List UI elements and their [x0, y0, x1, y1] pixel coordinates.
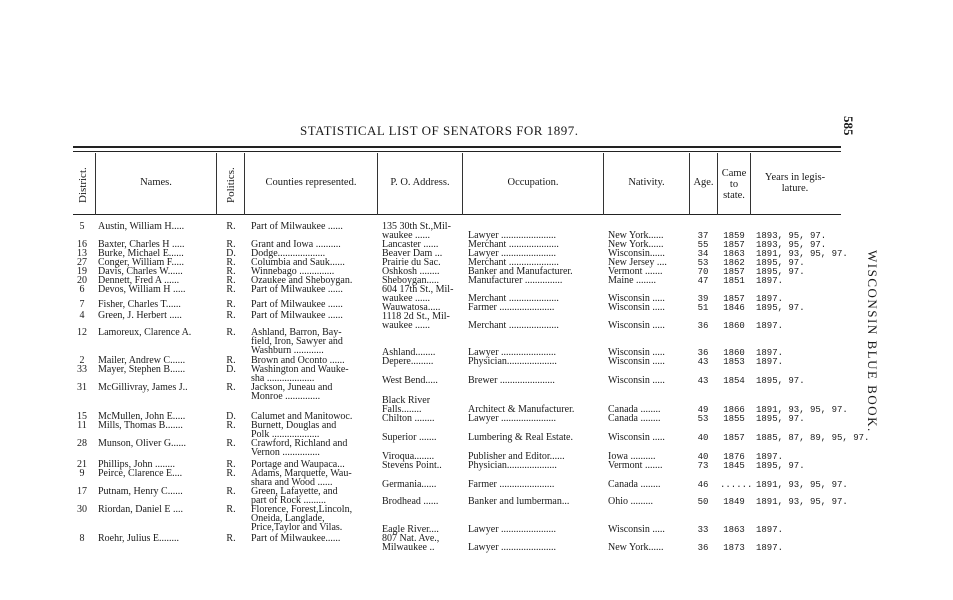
cell-came: 1851: [723, 276, 745, 286]
cell-years: 1897.: [756, 348, 784, 358]
column-divider: [750, 153, 751, 215]
header-po-address: P. O. Address.: [390, 177, 450, 188]
cell-counties: Burnett, Douglas and: [251, 420, 337, 431]
cell-came: 1853: [723, 357, 745, 367]
cell-names: Roehr, Julius E........: [98, 533, 179, 544]
cell-politics: D.: [226, 411, 236, 422]
cell-po: waukee ......: [382, 320, 431, 331]
cell-district: 7: [79, 299, 85, 310]
cell-years: 1897.: [756, 543, 784, 553]
cell-nativity: Iowa ..........: [608, 451, 656, 462]
cell-years: 1895, 97.: [756, 414, 805, 424]
cell-po: Germania......: [382, 479, 437, 490]
header-nativity: Nativity.: [628, 177, 665, 188]
cell-names: Conger, William F.....: [98, 257, 184, 268]
cell-district: 8: [79, 533, 85, 544]
cell-district: 20: [77, 275, 87, 286]
header-bottom-rule: [73, 214, 841, 215]
header-age: Age.: [693, 177, 714, 188]
cell-came: 1857: [723, 240, 745, 250]
cell-po: Oshkosh ........: [382, 266, 440, 277]
cell-po: Lancaster ......: [382, 239, 439, 250]
cell-age: 40: [697, 452, 709, 462]
cell-counties: Portage and Waupaca...: [251, 459, 345, 470]
cell-counties: Ashland, Barron, Bay-: [251, 327, 342, 338]
cell-occupation: Architect & Manufacturer.: [468, 404, 575, 415]
cell-years: 1891, 93, 95, 97.: [756, 497, 848, 507]
cell-names: Phillips, John ........: [98, 459, 175, 470]
cell-nativity: Wisconsin .....: [608, 320, 665, 331]
cell-district: 19: [77, 266, 87, 277]
cell-came: 1860: [723, 321, 745, 331]
cell-names: Riordan, Daniel E ....: [98, 504, 183, 515]
cell-district: 30: [77, 504, 87, 515]
cell-po: Chilton ........: [382, 413, 435, 424]
cell-age: 43: [697, 376, 709, 386]
cell-district: 12: [77, 327, 87, 338]
cell-district: 33: [77, 364, 87, 375]
cell-nativity: Wisconsin .....: [608, 293, 665, 304]
cell-age: 33: [697, 525, 709, 535]
cell-years: 1897.: [756, 357, 784, 367]
cell-po: Stevens Point..: [382, 460, 442, 471]
cell-nativity: Wisconsin .....: [608, 302, 665, 313]
cell-po: Prairie du Sac.: [382, 257, 441, 268]
header-district: District.: [77, 167, 89, 203]
cell-came: 1873: [723, 543, 745, 553]
cell-nativity: New York......: [608, 230, 664, 241]
cell-politics: R.: [226, 420, 236, 431]
cell-counties: sha ...................: [251, 373, 315, 384]
cell-years: 1891, 93, 95, 97.: [756, 405, 848, 415]
cell-politics: R.: [226, 266, 236, 277]
cell-names: McMullen, John E.....: [98, 411, 186, 422]
cell-nativity: Wisconsin .....: [608, 524, 665, 535]
cell-age: 46: [697, 480, 709, 490]
cell-came: 1849: [723, 497, 745, 507]
cell-politics: R.: [226, 486, 236, 497]
cell-came: 1854: [723, 376, 745, 386]
cell-came: 1855: [723, 414, 745, 424]
cell-occupation: Manufacturer ...............: [468, 275, 563, 286]
cell-po: Superior .......: [382, 432, 437, 443]
cell-po: Black River: [382, 395, 431, 406]
cell-politics: R.: [226, 310, 236, 321]
cell-occupation: Merchant ....................: [468, 257, 559, 268]
cell-occupation: Farmer ......................: [468, 479, 555, 490]
cell-age: 53: [697, 258, 709, 268]
cell-district: 16: [77, 239, 87, 250]
cell-years: 1895, 97.: [756, 258, 805, 268]
cell-nativity: Canada ........: [608, 413, 661, 424]
header-years-in-legislature: Years in legis-lature.: [764, 172, 826, 194]
cell-counties: Green, Lafayette, and: [251, 486, 338, 497]
cell-names: Burke, Michael E......: [98, 248, 184, 259]
cell-politics: D.: [226, 364, 236, 375]
cell-age: 73: [697, 461, 709, 471]
cell-came: 1857: [723, 433, 745, 443]
cell-years: 1895, 97.: [756, 461, 805, 471]
column-divider: [216, 153, 217, 215]
cell-counties: Brown and Oconto ......: [251, 355, 345, 366]
cell-po: 807 Nat. Ave.,: [382, 533, 440, 544]
cell-counties: field, Iron, Sawyer and: [251, 336, 343, 347]
cell-nativity: Vermont .......: [608, 266, 663, 277]
cell-occupation: Physician....................: [468, 460, 557, 471]
cell-age: 36: [697, 348, 709, 358]
cell-nativity: Canada ........: [608, 404, 661, 415]
cell-po: Viroqua........: [382, 451, 435, 462]
cell-district: 17: [77, 486, 87, 497]
cell-came: 1862: [723, 258, 745, 268]
cell-district: 4: [79, 310, 85, 321]
cell-counties: Part of Milwaukee ......: [251, 310, 343, 321]
cell-po: Falls........: [382, 404, 422, 415]
cell-names: Mayer, Stephen B......: [98, 364, 186, 375]
cell-district: 27: [77, 257, 87, 268]
cell-years: 1897.: [756, 276, 784, 286]
cell-counties: Price,Taylor and Vilas.: [251, 522, 343, 533]
cell-counties: shara and Wood ......: [251, 477, 333, 488]
cell-nativity: New Jersey ....: [608, 257, 667, 268]
cell-nativity: Maine ........: [608, 275, 657, 286]
cell-po: Ashland........: [382, 347, 436, 358]
cell-names: Davis, Charles W......: [98, 266, 183, 277]
cell-politics: R.: [226, 459, 236, 470]
cell-po: 1118 2d St., Mil-: [382, 311, 450, 322]
cell-counties: Washburn ............: [251, 345, 324, 356]
cell-po: Wauwatosa.....: [382, 302, 441, 313]
cell-counties: Jackson, Juneau and: [251, 382, 333, 393]
cell-counties: Columbia and Sauk......: [251, 257, 345, 268]
cell-years: 1897.: [756, 452, 784, 462]
cell-years: 1893, 95, 97.: [756, 240, 827, 250]
cell-names: Lamoreux, Clarence A.: [98, 327, 192, 338]
cell-came: 1845: [723, 461, 745, 471]
cell-nativity: New York......: [608, 239, 664, 250]
cell-counties: Grant and Iowa ..........: [251, 239, 341, 250]
cell-came: 1863: [723, 525, 745, 535]
cell-occupation: Lawyer ......................: [468, 524, 557, 535]
cell-occupation: Brewer ......................: [468, 375, 555, 386]
cell-occupation: Lawyer ......................: [468, 413, 557, 424]
cell-district: 6: [79, 284, 85, 295]
cell-nativity: Wisconsin .....: [608, 347, 665, 358]
cell-po: 135 30th St.,Mil-: [382, 221, 451, 232]
cell-occupation: Lumbering & Real Estate.: [468, 432, 573, 443]
header-counties: Counties represented.: [265, 177, 357, 188]
cell-district: 28: [77, 438, 87, 449]
cell-came: ......: [720, 480, 753, 490]
cell-occupation: Lawyer ......................: [468, 248, 557, 259]
cell-district: 15: [77, 411, 87, 422]
top-rule-thin: [73, 151, 841, 152]
cell-po: Beaver Dam ...: [382, 248, 443, 259]
cell-age: 43: [697, 357, 709, 367]
cell-po: Sheboygan.....: [382, 275, 439, 286]
cell-years: 1895, 97.: [756, 376, 805, 386]
cell-years: 1897.: [756, 294, 784, 304]
cell-politics: R.: [226, 468, 236, 479]
cell-counties: Monroe ..............: [251, 391, 321, 402]
cell-nativity: Wisconsin .....: [608, 375, 665, 386]
cell-years: 1897.: [756, 321, 784, 331]
cell-district: 9: [79, 468, 85, 479]
cell-district: 13: [77, 248, 87, 259]
cell-po: West Bend.....: [382, 375, 438, 386]
cell-po: Depere.........: [382, 356, 434, 367]
running-head: WISCONSIN BLUE BOOK.: [865, 250, 880, 433]
cell-came: 1866: [723, 405, 745, 415]
cell-counties: Dodge...................: [251, 248, 326, 259]
cell-names: Dennett, Fred A ......: [98, 275, 180, 286]
cell-age: 40: [697, 433, 709, 443]
cell-counties: Part of Milwaukee......: [251, 533, 341, 544]
cell-politics: R.: [226, 284, 236, 295]
cell-counties: Crawford, Richland and: [251, 438, 348, 449]
cell-po: Eagle River....: [382, 524, 439, 535]
cell-years: 1895, 97.: [756, 303, 805, 313]
cell-names: Munson, Oliver G......: [98, 438, 187, 449]
cell-occupation: Lawyer ......................: [468, 542, 557, 553]
top-rule: [73, 146, 841, 148]
cell-age: 37: [697, 231, 709, 241]
cell-counties: Ozaukee and Sheboygan.: [251, 275, 353, 286]
cell-came: 1857: [723, 294, 745, 304]
cell-age: 70: [697, 267, 709, 277]
cell-age: 49: [697, 405, 709, 415]
cell-po: waukee ......: [382, 230, 431, 241]
cell-names: McGillivray, James J..: [98, 382, 188, 393]
cell-came: 1863: [723, 249, 745, 259]
cell-counties: Part of Milwaukee ......: [251, 299, 343, 310]
cell-counties: Oneida, Langlade,: [251, 513, 325, 524]
cell-district: 21: [77, 459, 87, 470]
cell-occupation: Banker and lumberman...: [468, 496, 570, 507]
cell-district: 11: [77, 420, 87, 431]
cell-years: 1885, 87, 89, 95, 97.: [756, 433, 870, 443]
cell-occupation: Lawyer ......................: [468, 347, 557, 358]
cell-came: 1857: [723, 267, 745, 277]
cell-years: 1891, 93, 95, 97.: [756, 249, 848, 259]
cell-counties: Winnebago ..............: [251, 266, 335, 277]
header-occupation: Occupation.: [507, 177, 559, 188]
cell-po: Brodhead ......: [382, 496, 439, 507]
cell-age: 53: [697, 414, 709, 424]
cell-politics: R.: [226, 257, 236, 268]
cell-names: Peirce, Clarence E....: [98, 468, 183, 479]
cell-names: Fisher, Charles T......: [98, 299, 181, 310]
cell-occupation: Physician....................: [468, 356, 557, 367]
cell-nativity: Wisconsin .....: [608, 356, 665, 367]
cell-occupation: Merchant ....................: [468, 320, 559, 331]
cell-po: Milwaukee ..: [382, 542, 435, 553]
cell-names: Putnam, Henry C......: [98, 486, 183, 497]
cell-came: 1876: [723, 452, 745, 462]
cell-counties: Calumet and Manitowoc.: [251, 411, 353, 422]
cell-occupation: Merchant ....................: [468, 293, 559, 304]
cell-district: 5: [79, 221, 85, 232]
cell-names: Devos, William H .....: [98, 284, 186, 295]
cell-politics: R.: [226, 504, 236, 515]
cell-counties: Florence, Forest,Lincoln,: [251, 504, 353, 515]
cell-district: 31: [77, 382, 87, 393]
cell-age: 36: [697, 543, 709, 553]
cell-po: 604 17th St., Mil-: [382, 284, 454, 295]
cell-age: 50: [697, 497, 709, 507]
cell-years: 1891, 93, 95, 97.: [756, 480, 848, 490]
cell-politics: R.: [226, 355, 236, 366]
cell-occupation: Banker and Manufacturer.: [468, 266, 573, 277]
cell-counties: Washington and Wauke-: [251, 364, 349, 375]
page-number: 585: [841, 116, 856, 136]
cell-age: 39: [697, 294, 709, 304]
cell-politics: R.: [226, 533, 236, 544]
cell-counties: Adams, Marquette, Wau-: [251, 468, 352, 479]
cell-age: 36: [697, 321, 709, 331]
page-title: STATISTICAL LIST OF SENATORS FOR 1897.: [300, 123, 579, 138]
cell-years: 1893, 95, 97.: [756, 231, 827, 241]
cell-years: 1897.: [756, 525, 784, 535]
cell-district: 2: [79, 355, 85, 366]
cell-age: 55: [697, 240, 709, 250]
cell-politics: R.: [226, 239, 236, 250]
cell-politics: D.: [226, 248, 236, 259]
cell-politics: R.: [226, 275, 236, 286]
cell-came: 1846: [723, 303, 745, 313]
cell-names: Mills, Thomas B.......: [98, 420, 183, 431]
cell-age: 51: [697, 303, 709, 313]
cell-came: 1860: [723, 348, 745, 358]
cell-years: 1895, 97.: [756, 267, 805, 277]
cell-politics: R.: [226, 299, 236, 310]
cell-counties: Part of Milwaukee ......: [251, 284, 343, 295]
cell-names: Mailer, Andrew C......: [98, 355, 186, 366]
cell-counties: Part of Milwaukee ......: [251, 221, 343, 232]
cell-age: 34: [697, 249, 709, 259]
cell-nativity: Ohio .........: [608, 496, 653, 507]
cell-age: 47: [697, 276, 709, 286]
cell-occupation: Publisher and Editor......: [468, 451, 565, 462]
cell-nativity: Vermont .......: [608, 460, 663, 471]
cell-politics: R.: [226, 382, 236, 393]
header-came-to-state: Came to state.: [721, 168, 747, 201]
cell-politics: R.: [226, 221, 236, 232]
cell-nativity: New York......: [608, 542, 664, 553]
cell-po: waukee ......: [382, 293, 431, 304]
cell-counties: Vernon ...............: [251, 447, 320, 458]
cell-came: 1859: [723, 231, 745, 241]
cell-counties: part of Rock .........: [251, 495, 326, 506]
cell-names: Austin, William H.....: [98, 221, 185, 232]
cell-nativity: Wisconsin .....: [608, 432, 665, 443]
header-politics: Politics.: [225, 167, 237, 203]
cell-names: Baxter, Charles H .....: [98, 239, 185, 250]
cell-occupation: Farmer ......................: [468, 302, 555, 313]
header-names: Names.: [140, 177, 172, 188]
cell-names: Green, J. Herbert .....: [98, 310, 182, 321]
cell-nativity: Wisconsin......: [608, 248, 665, 259]
cell-occupation: Lawyer ......................: [468, 230, 557, 241]
cell-counties: Polk ...................: [251, 429, 320, 440]
cell-politics: R.: [226, 327, 236, 338]
cell-nativity: Canada ........: [608, 479, 661, 490]
cell-politics: R.: [226, 438, 236, 449]
cell-occupation: Merchant ....................: [468, 239, 559, 250]
